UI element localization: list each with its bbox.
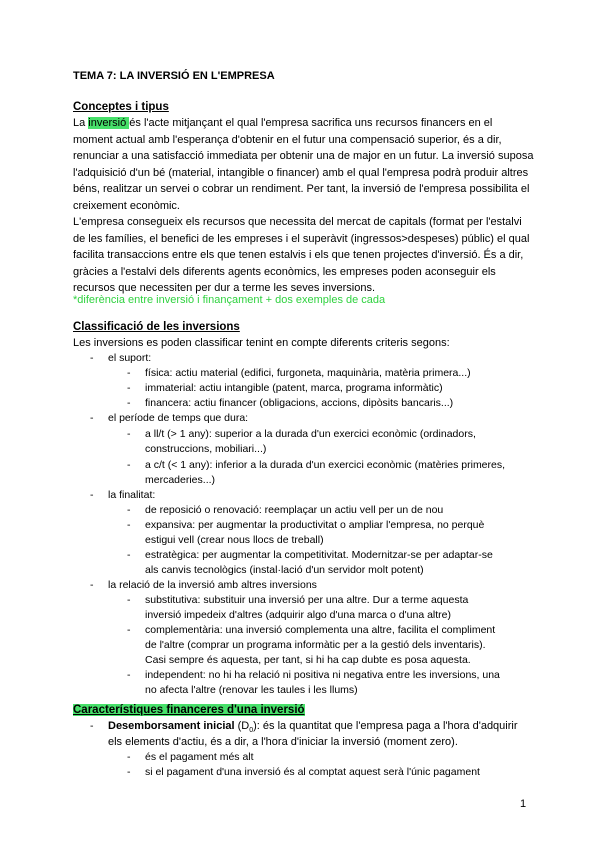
list-item: financera: actiu financer (obligacions, accions, dipòsits bancaris...) — [145, 397, 454, 409]
paragraph-definition — [73, 115, 535, 214]
list-dash: - — [90, 412, 94, 424]
list-dash: - — [127, 519, 131, 531]
list-item: estratègica: per augmentar la competitivitat. Modernitzar-se per adaptar-se — [145, 549, 493, 561]
list-item: complementària: una inversió complementa una altre, facilita el compliment — [145, 624, 496, 636]
paragraph-text: és l'acte mitjançant el qual l'empresa sacrifica uns recursos financers en el moment actual amb l'esperança d'obtenir en el futur una compensació superior, és a dir, renunciar a una satisfacció immediata per obtenir una de major en un futur. La inversió suposa l'adquisició d'un bé (material, intangible o financer) amb el qual l'empresa podrà produir altres béns, realitzar un servei o cobrar un rendiment. Per tant, la inversió de l'empresa possibilita el creixement econòmic. — [73, 117, 534, 212]
list-dash: - — [127, 504, 131, 516]
list-item: el període de temps que dura: — [108, 412, 249, 424]
list-item: la finalitat: — [108, 489, 156, 501]
page-number: 1 — [520, 798, 527, 810]
list-item: a ll/t (> 1 any): superior a la durada d'un exercici econòmic (ordinadors, — [145, 428, 476, 440]
list-item: substitutiva: substituir una inversió per una altre. Dur a terme aquesta — [145, 594, 469, 606]
list-item: si el pagament d'una inversió és al comptat aquest serà l'únic pagament — [145, 766, 480, 778]
list-dash: - — [90, 579, 94, 591]
list-item: física: actiu material (edifici, furgoneta, maquinària, matèria primera...) — [145, 367, 471, 379]
list-item: independent: no hi ha relació ni positiva ni negativa entre les inversions, una — [145, 669, 500, 681]
bold-term: Desemborsament inicial — [108, 720, 235, 732]
list-item-cont: estigui vell (crear nous llocs de treball) — [145, 534, 324, 546]
section-heading-classification: Classificació de les inversions — [73, 321, 240, 333]
list-dash: - — [127, 397, 131, 409]
list-dash: - — [90, 489, 94, 501]
list-item: a c/t (< 1 any): inferior a la durada d'un exercici econòmic (matèries primeres, — [145, 459, 506, 471]
list-dash: - — [127, 459, 131, 471]
list-item-cont: construccions, mobiliari...) — [145, 443, 267, 455]
list-dash: - — [127, 669, 131, 681]
list-dash: - — [90, 720, 94, 732]
list-item: és el pagament més alt — [145, 751, 254, 763]
definition-text: és la quantitat que l'empresa paga a l'hora d'adquirir — [259, 720, 518, 732]
page-title: TEMA 7: LA INVERSIÓ EN L'EMPRESA — [73, 70, 275, 82]
section-heading-concepts: Conceptes i tipus — [73, 101, 169, 113]
section-heading-characteristics: Característiques financeres d'una inversió — [73, 704, 305, 716]
list-dash: - — [127, 382, 131, 394]
list-item: la relació de la inversió amb altres inversions — [108, 579, 317, 591]
list-item: immaterial: actiu intangible (patent, marca, programa informàtic) — [145, 382, 443, 394]
paragraph-prefix: La — [73, 117, 89, 129]
list-item-cont: els elements d'actiu, és a dir, a l'hora d'iniciar la inversió (moment zero). — [108, 736, 458, 748]
list-dash: - — [127, 549, 131, 561]
list-item-cont: als canvis tecnològics (instal·lació d'un servidor molt potent) — [145, 564, 424, 576]
list-dash: - — [127, 367, 131, 379]
list-dash: - — [127, 751, 131, 763]
symbol-close: ): — [253, 720, 260, 732]
classification-intro: Les inversions es poden classificar tenint en compte diferents criteris segons: — [73, 337, 450, 349]
list-dash: - — [127, 766, 131, 778]
list-dash: - — [127, 428, 131, 440]
list-item-cont: mercaderies...) — [145, 474, 216, 486]
section-concepts-body — [73, 115, 535, 297]
list-item-cont: inversió impedeix d'altres (adquirir algo d'una marca o d'una altre) — [145, 609, 452, 621]
green-note: *diferència entre inversió i finançament + dos exemples de cada — [73, 294, 386, 306]
list-item: de reposició o renovació: reemplaçar un actiu vell per un de nou — [145, 504, 444, 516]
list-item-cont: Casi sempre és aquesta, per tant, si hi ha cap dubte es posa aquesta. — [145, 654, 471, 666]
symbol-subscript: 0 — [249, 727, 254, 735]
list-dash: - — [90, 352, 94, 364]
highlighted-term: inversió — [88, 117, 130, 129]
list-item-cont: de l'altre (comprar un programa informàtic per a la gestió dels inventaris). — [145, 639, 486, 651]
list-dash: - — [127, 594, 131, 606]
symbol-open: (D — [234, 720, 250, 732]
list-item-cont: no afecta l'altre (renovar les taules i les llums) — [145, 684, 358, 696]
list-dash: - — [127, 624, 131, 636]
list-item: expansiva: per augmentar la productivitat o ampliar l'empresa, no perquè — [145, 519, 485, 531]
list-item: el suport: — [108, 352, 152, 364]
paragraph-capital-market: L'empresa consegueix els recursos que necessita del mercat de capitals (format per l'estalvi de les famílies, el benefici de les empreses i el superàvit (ingressos>despeses) públic) el qual facilita transaccions entre els que tenen estalvis i els que tenen projectes d'inversió. És a dir, gràcies a l'estalvi dels diferents agents econòmics, les empreses poden aconseguir els recursos que necessiten per dur a terme les seves inversions. — [73, 216, 530, 294]
